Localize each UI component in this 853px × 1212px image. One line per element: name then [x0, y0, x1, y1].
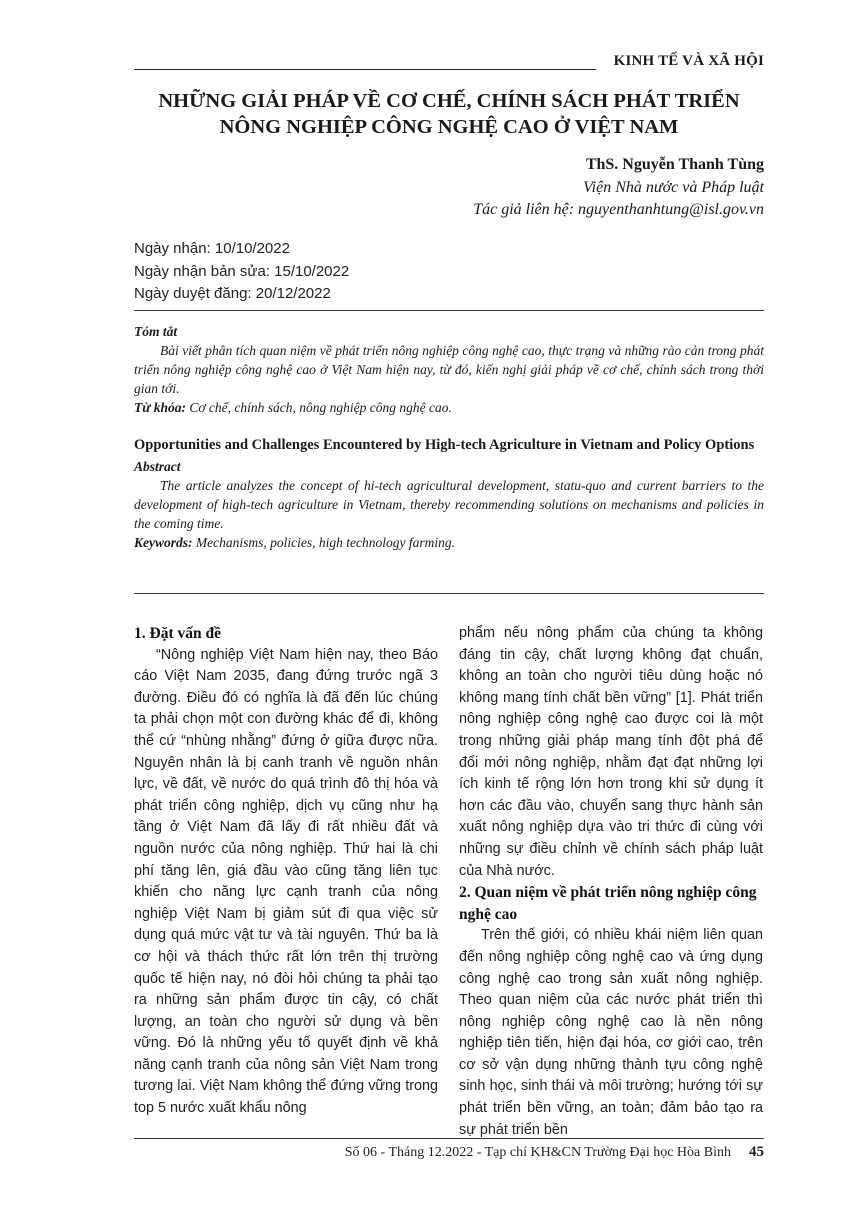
author-block — [473, 154, 764, 222]
en-keywords — [134, 533, 764, 552]
section-2-heading: 2. Quan niệm về phát triển nông nghiệp công nghệ cao — [459, 884, 757, 923]
vi-keywords-text: Cơ chế, chính sách, nông nghiệp công nghệ cao. — [185, 400, 452, 415]
en-keywords-label: Keywords: — [134, 535, 193, 550]
en-abstract-text: The article analyzes the concept of hi-tech agricultural development, statu-quo and current barriers to the development of high-tech agriculture in Vietnam, thereby recommending solutions on mechanisms and policies in the coming time. — [134, 478, 764, 531]
divider-bottom — [134, 593, 764, 594]
body-column-left — [134, 623, 438, 1120]
vi-abstract-text: Bài viết phân tích quan niệm về phát triển nông nghiệp công nghệ cao, thực trạng và những rào cản trong phát triển nông nghiệp công nghệ cao ở Việt Nam hiện nay, từ đó, kiến nghị giải pháp về cơ chế, chính sách trong thời gian tới. — [134, 343, 764, 396]
section-1-continuation: phẩm nếu nông phẩm của chúng ta không đáng tin cậy, chất lượng không đạt chuẩn, không an toàn cho người tiêu dùng hoặc nó không mang tính chất bền vững” [1]. Phát triển nông nghiệp công nghệ cao được coi là một trong những giải pháp mang tính đột phá để đổi mới nông nghiệp, nhằm đạt đạt những lợi ích kinh tế rộng lớn hơn trong khi sử dụng ít hơn các đầu vào, chuyển sang thực hành sản xuất nông nghiệp dựa vào tri thức đi cùng với những sự điều chỉnh về chính sách pháp luật của Nhà nước. — [459, 625, 763, 879]
body-column-right — [459, 623, 763, 1141]
section-1-paragraph: “Nông nghiệp Việt Nam hiện nay, theo Báo cáo Việt Nam 2035, đang đứng trước ngã 3 đường. Điều đó có nghĩa là đã đến lúc chúng ta phải chọn một con đường khác để đi, không thể cứ “nhùng nhằng” đứng ở giữa được nữa. Nguyên nhân là bị canh tranh về nguồn nhân lực, về đất, về nước do quá trình đô thị hóa và phát triển công nghiệp, dịch vụ cũng như hạ tầng ở Việt Nam đã lấy đi rất nhiều đất và nguồn nước của nông nghiệp. Thứ hai là chi phí tăng lên, giá đầu vào cũng tăng liên tục khiến cho năng lực cạnh tranh của nông nghiệp Việt Nam bị giảm sút đi qua việc sử dụng quá mức vật tư và tài nguyên. Thứ ba là cơ hội và thách thức rất lớn trên thị trường quốc tế hiện nay, nó đòi hỏi chúng ta phải tạo ra những sản phẩm được tin cậy, có chất lượng, an toàn cho người sử dụng và bền vững. Đó là những yếu tố quyết định về khả năng cạnh tranh của nông sản Việt Nam trong tương lai. Việt Nam không thể đứng vững trong top 5 nước xuất khẩu nông — [134, 646, 438, 1117]
page-footer — [345, 1144, 764, 1161]
vietnamese-abstract — [134, 322, 764, 417]
en-title: Opportunities and Challenges Encountered by High-tech Agriculture in Vietnam and Policy Options — [134, 437, 755, 453]
header-rule — [134, 69, 596, 70]
footer-rule — [134, 1138, 764, 1139]
section-2-paragraph: Trên thế giới, có nhiều khái niệm liên quan đến nông nghiệp công nghệ cao và ứng dụng công nghệ cao trong sản xuất nông nghiệp. Theo quan niệm của các nước phát triển thì nông nghiệp công nghệ cao là nền nông nghiệp tiên tiến, hiện đại hóa, cơ giới cao, trên cơ sở vận dụng những thành tựu công nghệ sinh học, sinh thái và môi trường; hướng tới sự phát triển bền vững, an toàn; đảm bảo tạo ra sự phát triển bền — [459, 927, 763, 1138]
en-keywords-text: Mechanisms, policies, high technology farming. — [192, 535, 455, 550]
vi-keywords-label: Từ khóa: — [134, 400, 186, 415]
vi-abstract-label: Tóm tắt — [134, 324, 178, 339]
article-dates — [134, 238, 349, 306]
divider-top — [134, 310, 764, 311]
page-number: 45 — [749, 1144, 764, 1160]
title-line-1: NHỮNG GIẢI PHÁP VỀ CƠ CHẾ, CHÍNH SÁCH PHÁT TRIỂN — [158, 90, 740, 112]
section-1-heading: 1. Đặt vấn đề — [134, 625, 221, 642]
date-received: Ngày nhận: 10/10/2022 — [134, 240, 290, 257]
english-abstract — [134, 436, 764, 552]
section-label: KINH TẾ VÀ XÃ HỘI — [613, 53, 764, 69]
date-revised: Ngày nhận bản sửa: 15/10/2022 — [134, 262, 350, 280]
vi-keywords — [134, 398, 764, 417]
article-title — [134, 88, 764, 140]
author-name: ThS. Nguyễn Thanh Tùng — [585, 156, 764, 173]
author-affiliation: Viện Nhà nước và Pháp luật — [583, 178, 764, 196]
title-line-2: NÔNG NGHIỆP CÔNG NGHỆ CAO Ở VIỆT NAM — [219, 116, 679, 138]
date-accepted: Ngày duyệt đăng: 20/12/2022 — [134, 285, 331, 302]
journal-citation: Số 06 - Tháng 12.2022 - Tạp chí KH&CN Trường Đại học Hòa Bình — [344, 1145, 731, 1160]
author-contact: Tác giả liên hệ: nguyenthanhtung@isl.gov.vn — [473, 201, 764, 218]
en-abstract-label: Abstract — [134, 459, 181, 474]
